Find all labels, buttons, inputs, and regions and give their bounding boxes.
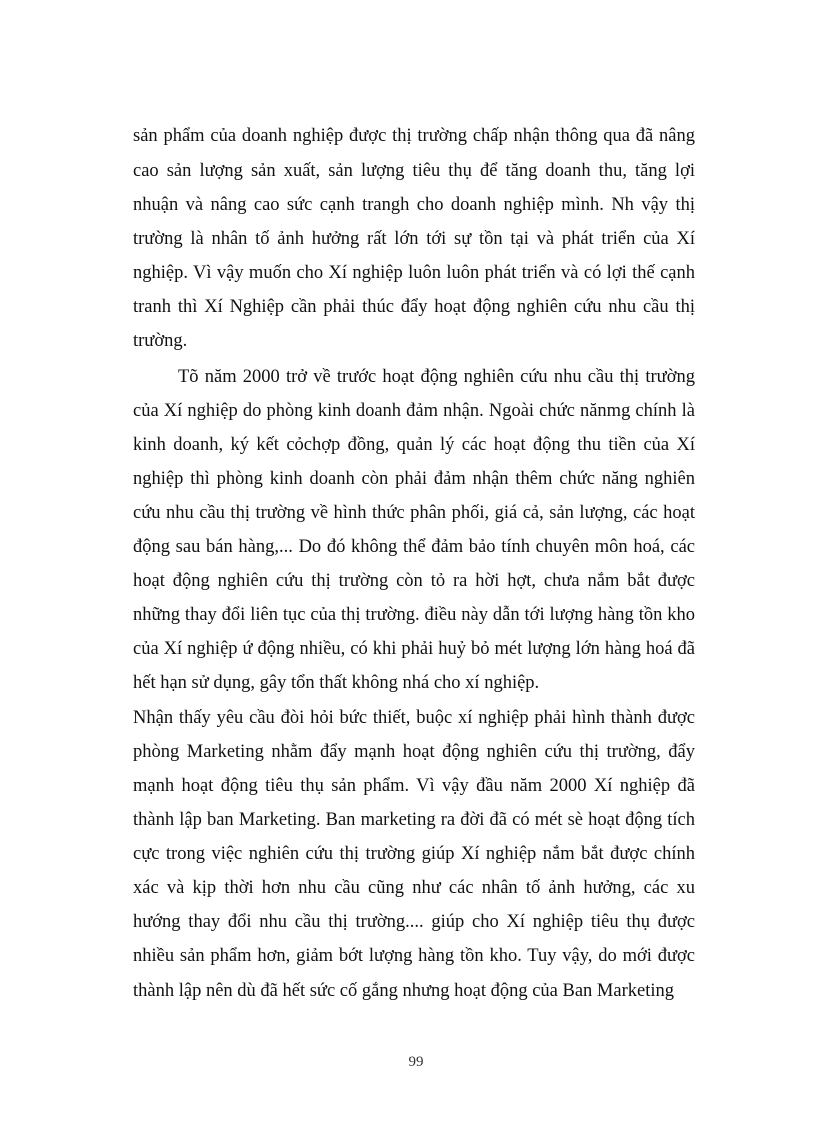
- text-line: kinh doanh, ký kết cỏchợp đồng, quản lý các hoạt động thu tiền của Xí: [133, 435, 695, 455]
- text-line: mạnh hoạt động tiêu thụ sản phẩm. Vì vậy đầu năm 2000 Xí nghiệp đã: [133, 776, 695, 796]
- page-number: 99: [408, 1054, 424, 1070]
- text-line: của Xí nghiệp do phòng kinh doanh đảm nhận. Ngoài chức nănmg chính là: [133, 401, 695, 421]
- text-line: cứu nhu cầu thị trường về hình thức phân phối, giá cả, sản lượng, các hoạt: [133, 503, 695, 523]
- text-line: xác và kịp thời hơn nhu cầu cũng như các nhân tố ảnh hưởng, các xu: [133, 878, 695, 898]
- text-line: Tõ năm 2000 trở về trước hoạt động nghiên cứu nhu cầu thị trường: [178, 367, 695, 387]
- text-line: hướng thay đổi nhu cầu thị trường.... giúp cho Xí nghiệp tiêu thụ được: [133, 912, 695, 932]
- text-line: cao sản lượng sản xuất, sản lượng tiêu thụ để tăng doanh thu, tăng lợi: [133, 161, 695, 181]
- text-line: hoạt động nghiên cứu thị trường còn tỏ ra hời hợt, chưa nắm bắt được: [133, 571, 695, 591]
- text-line: tranh thì Xí Nghiệp cần phải thúc đẩy hoạt động nghiên cứu nhu cầu thị: [133, 297, 695, 317]
- text-line: phòng Marketing nhằm đẩy mạnh hoạt động nghiên cứu thị trường, đẩy: [133, 742, 695, 762]
- text-line: cực trong việc nghiên cứu thị trường giúp Xí nghiệp nắm bắt được chính: [133, 844, 695, 864]
- text-line: hết hạn sử dụng, gây tổn thất không nhá cho xí nghiệp.: [133, 673, 540, 693]
- text-line: Nhận thấy yêu cầu đòi hỏi bức thiết, buộc xí nghiệp phải hình thành được: [133, 708, 695, 728]
- text-line: những thay đổi liên tục của thị trường. điều này dẫn tới lượng hàng tồn kho: [133, 605, 695, 625]
- text-line: nhiều sản phẩm hơn, giảm bớt lượng hàng tồn kho. Tuy vậy, do mới được: [133, 946, 695, 966]
- text-line: trường là nhân tố ảnh hưởng rất lớn tới sự tồn tại và phát triển của Xí: [133, 229, 695, 249]
- text-line: nghiệp thì phòng kinh doanh còn phải đảm nhận thêm chức năng nghiên: [133, 469, 695, 489]
- text-line: động sau bán hàng,... Do đó không thể đảm bảo tính chuyên môn hoá, các: [133, 537, 695, 557]
- text-line: thành lập ban Marketing. Ban marketing ra đời đã có mét sè hoạt động tích: [133, 810, 695, 830]
- text-line: sản phẩm của doanh nghiệp được thị trường chấp nhận thông qua đã nâng: [133, 126, 695, 146]
- text-line: trường.: [133, 331, 188, 351]
- text-line: nhuận và nâng cao sức cạnh trangh cho doanh nghiệp mình. Nh vậy thị: [133, 195, 695, 215]
- text-line: của Xí nghiệp ứ động nhiều, có khi phải huỷ bỏ mét lượng lớn hàng hoá đã: [133, 639, 695, 659]
- text-line: thành lập nên dù đã hết sức cố gắng nhưng hoạt động của Ban Marketing: [133, 981, 674, 1001]
- text-line: nghiệp. Vì vậy muốn cho Xí nghiệp luôn luôn phát triển và có lợi thế cạnh: [133, 263, 695, 283]
